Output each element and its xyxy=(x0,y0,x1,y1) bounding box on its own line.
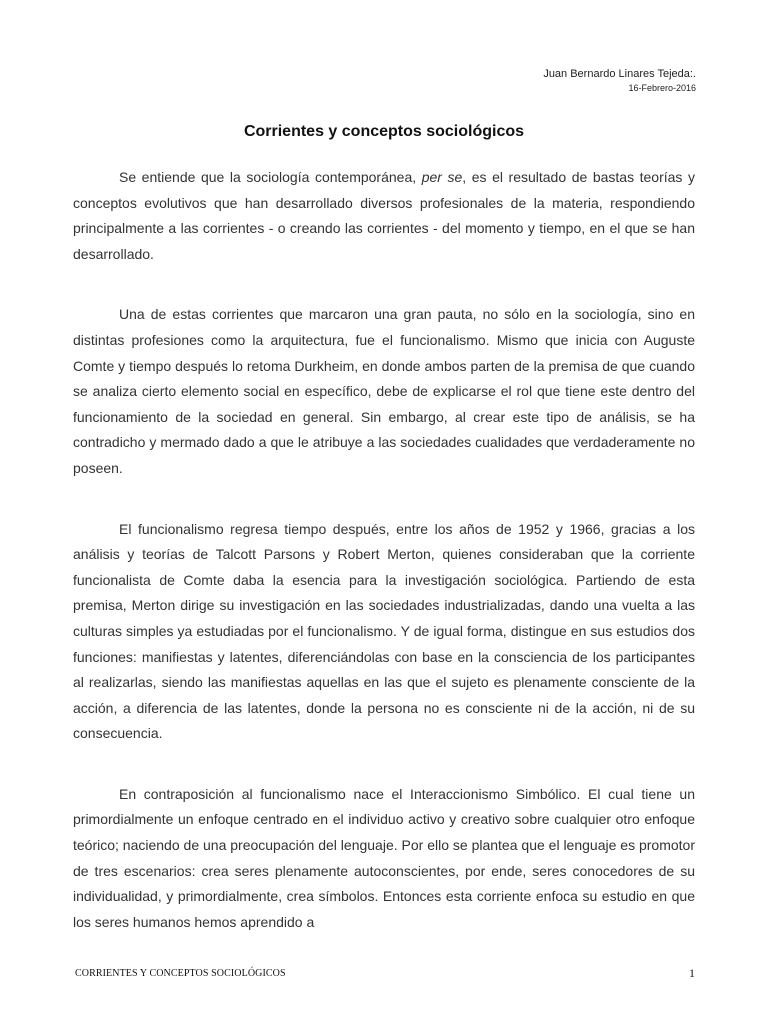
paragraph-1-emphasis: per se xyxy=(421,169,463,185)
paragraph-3: El funcionalismo regresa tiempo después, entre los años de 1952 y 1966, gracias a los análisis y teorías de Talcott Parsons y Robert Merton, quienes consideraban que la corriente funcionalista de Comte daba la esencia para la investigación sociológica. Partiendo de esta premisa, Merton dirige su investigación en las sociedades industrializadas, dando una vuelta a las culturas simples ya estudiadas por el funcionalismo. Y de igual forma, distingue en sus estudios dos funciones: manifiestas y latentes, diferenciándolas con base en la consciencia de los participantes al realizarlas, siendo las manifiestas aquellas en las que el sujeto es plenamente consciente de la acción, a diferencia de las latentes, donde la persona no es consciente ni de la acción, ni de su consecuencia. xyxy=(73,520,695,742)
document-title: Corrientes y conceptos sociológicos xyxy=(243,123,525,140)
paragraph-1 xyxy=(73,165,695,267)
paragraph-2: Una de estas corrientes que marcaron una gran pauta, no sólo en la sociología, sino en distintas profesiones como la arquitectura, fue el funcionalismo. Mismo que inicia con Auguste Comte y tiempo después lo retoma Durkheim, en donde ambos parten de la premisa de que cuando se analiza cierto elemento social en específico, debe de explicarse el rol que tiene este dentro del funcionamiento de la sociedad en general. Sin embargo, al crear este tipo de análisis, se ha contradicho y mermado dado a que le atribuye a las sociedades cualidades que verdaderamente no poseen. xyxy=(73,306,695,476)
paragraph-1-text-start: Se entiende que la sociología contemporánea, xyxy=(119,169,422,185)
running-head: CORRIENTES Y CONCEPTOS SOCIOLÓGICOS xyxy=(75,968,286,979)
author-name: Juan Bernardo Linares Tejeda:. xyxy=(543,68,696,80)
paragraph-1-text-end: , es el resultado de bastas teorías y conceptos evolutivos que han desarrollado diversos profesionales de la materia, respondiendo principalmente a las corrientes - o creando las corrientes - del momento y tiempo, en el que se han desarrollado. xyxy=(73,169,695,262)
paragraph-4: En contraposición al funcionalismo nace el Interaccionismo Simbólico. El cual tiene un primordialmente un enfoque centrado en el individuo activo y creativo sobre cualquier otro enfoque teórico; naciendo de una preocupación del lenguaje. Por ello se plantea que el lenguaje es promotor de tres escenarios: crea seres plenamente autoconscientes, por ende, seres conocedores de su individualidad, y primordialmente, crea símbolos. Entonces esta corriente enfoca su estudio en que los seres humanos hemos aprendido a xyxy=(73,785,695,930)
page-footer xyxy=(75,966,695,982)
document-date: 16-Febrero-2016 xyxy=(628,83,696,93)
document-body xyxy=(73,165,695,970)
page-number: 1 xyxy=(689,966,695,980)
page-header xyxy=(543,66,696,94)
